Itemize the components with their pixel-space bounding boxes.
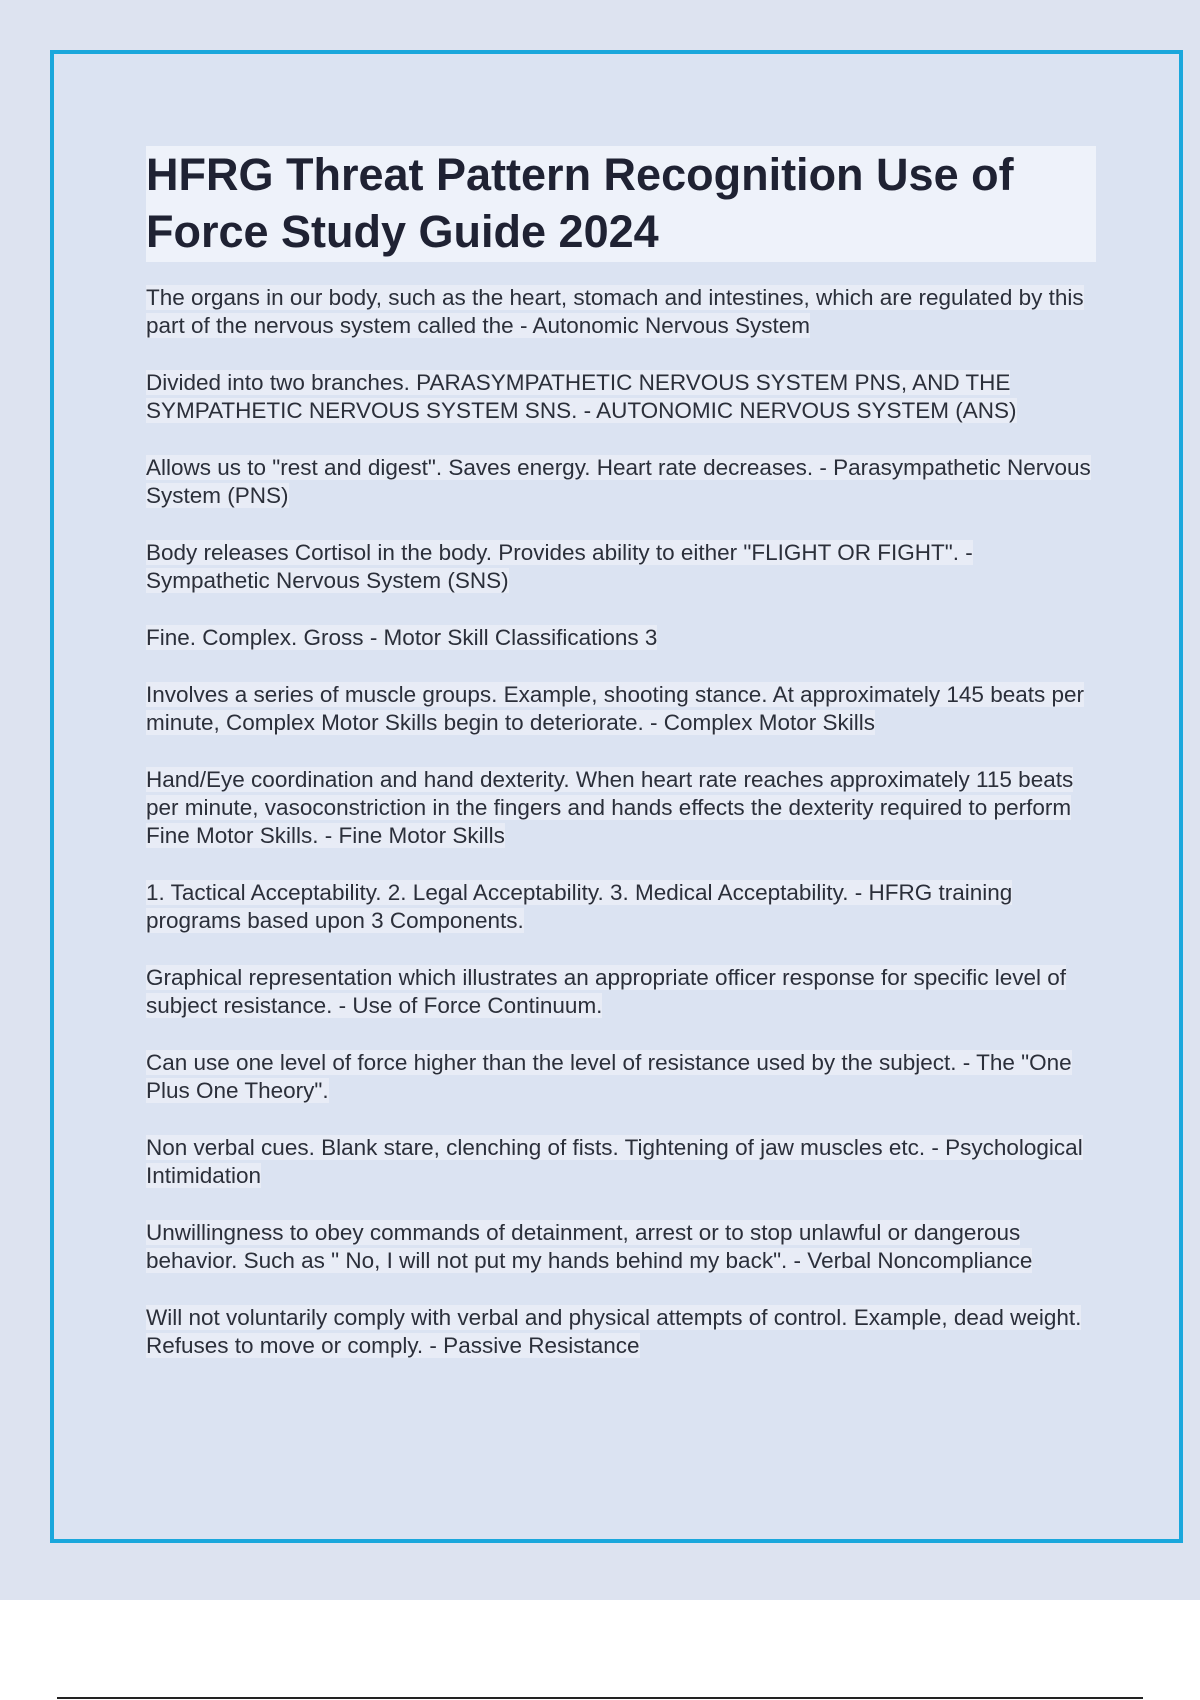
study-entry — [146, 454, 1096, 510]
study-entry-text: Allows us to "rest and digest". Saves energy. Heart rate decreases. - Parasympathetic Nervous System (PNS) — [146, 455, 1091, 508]
footer-divider — [57, 1697, 1143, 1699]
study-entry-text: Will not voluntarily comply with verbal and physical attempts of control. Example, dead weight. Refuses to move or comply. - Passive Resistance — [146, 1305, 1082, 1358]
study-entry-text: 1. Tactical Acceptability. 2. Legal Acceptability. 3. Medical Acceptability. - HFRG training programs based upon 3 Components. — [146, 880, 1013, 933]
study-entry-text: Body releases Cortisol in the body. Provides ability to either "FLIGHT OR FIGHT". - Sympathetic Nervous System (SNS) — [146, 540, 973, 593]
study-entry-text: Unwillingness to obey commands of detainment, arrest or to stop unlawful or dangerous behavior. Such as " No, I will not put my hands behind my back". - Verbal Noncompliance — [146, 1220, 1033, 1273]
study-entry-text: Divided into two branches. PARASYMPATHETIC NERVOUS SYSTEM PNS, AND THE SYMPATHETIC NERVOUS SYSTEM SNS. - AUTONOMIC NERVOUS SYSTEM (ANS) — [146, 370, 1017, 423]
study-entry-text: Can use one level of force higher than the level of resistance used by the subject. - The "One Plus One Theory". — [146, 1050, 1072, 1103]
study-entry — [146, 1134, 1096, 1190]
study-entry-text: The organs in our body, such as the heart, stomach and intestines, which are regulated by this part of the nervous system called the - Autonomic Nervous System — [146, 285, 1084, 338]
study-entry-text: Involves a series of muscle groups. Example, shooting stance. At approximately 145 beats per minute, Complex Motor Skills begin to deteriorate. - Complex Motor Skills — [146, 682, 1085, 735]
study-entry — [146, 1049, 1096, 1105]
study-entry — [146, 879, 1096, 935]
document-title: HFRG Threat Pattern Recognition Use of Force Study Guide 2024 — [146, 146, 1096, 262]
study-entry — [146, 624, 1096, 652]
document-content — [146, 146, 1096, 1389]
study-entry — [146, 1304, 1096, 1360]
study-entry — [146, 284, 1096, 340]
study-entry-text: Non verbal cues. Blank stare, clenching of fists. Tightening of jaw muscles etc. - Psychological Intimidation — [146, 1135, 1083, 1188]
study-entry-text: Graphical representation which illustrates an appropriate officer response for specific level of subject resistance. - Use of Force Continuum. — [146, 965, 1067, 1018]
study-entry — [146, 1219, 1096, 1275]
study-entry — [146, 964, 1096, 1020]
study-entry-text: Hand/Eye coordination and hand dexterity. When heart rate reaches approximately 115 beats per minute, vasoconstriction in the fingers and hands effects the dexterity required to perform Fine Motor Skills. - Fine Motor Skills — [146, 767, 1074, 848]
study-entry — [146, 539, 1096, 595]
study-entry — [146, 681, 1096, 737]
study-entry — [146, 766, 1096, 850]
study-entry — [146, 369, 1096, 425]
study-entry-text: Fine. Complex. Gross - Motor Skill Classifications 3 — [146, 625, 658, 650]
